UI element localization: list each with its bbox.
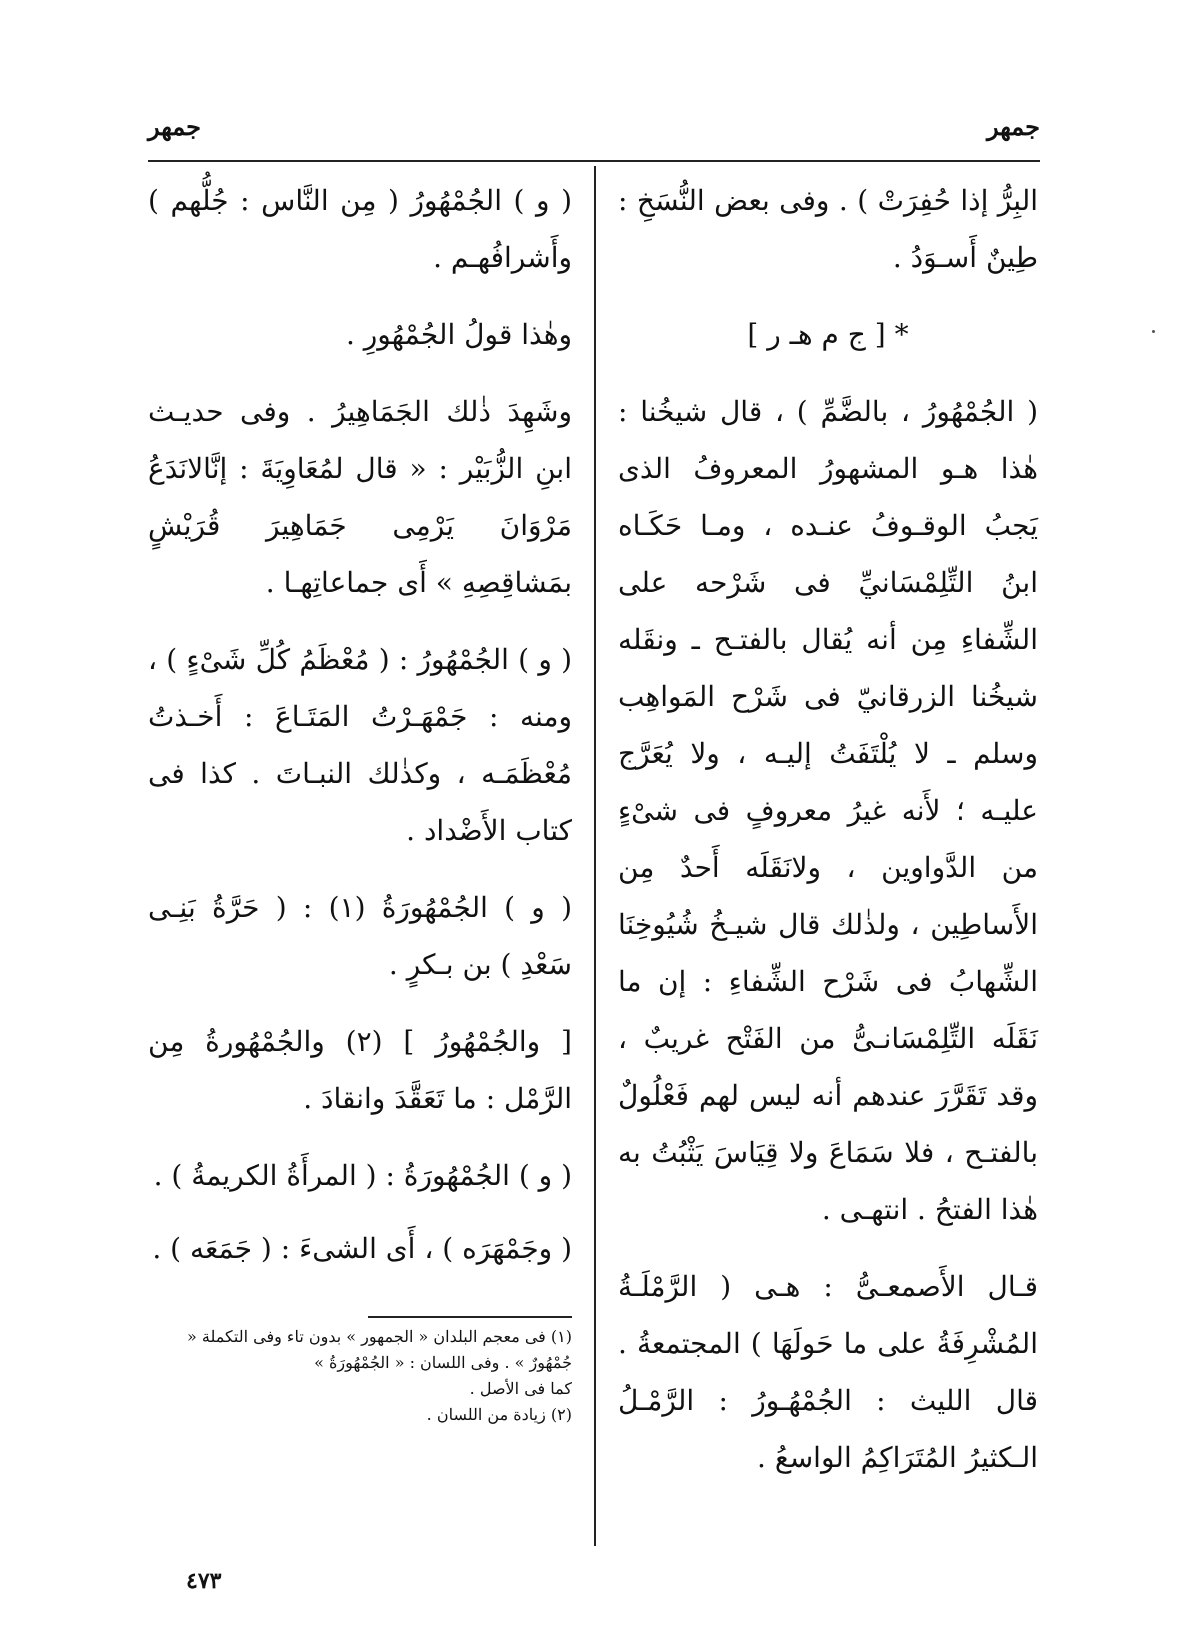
footnotes (148, 1324, 572, 1428)
entry-text: البِرُّ إذا حُفِرَتْ ) . وفى بعض النُّسَخِ : طِينٌ أَسـوَدُ . (618, 184, 1038, 274)
column-divider (594, 166, 596, 1546)
entry-text: ( الجُمْهُورُ ، بالضَّمِّ ) ، قال شيخُنا : هٰذا هـو المشهورُ المعروفُ الذى يَجبُ الوقـوفُ عنـده ، ومـا حَكَـاه ابنُ التِّلِمْسَانيِّ فى شَرْحه على الشِّفاءِ مِن أنه يُقال بالفتـح ـ ونقَله شيخُنا الزرقانيّ فى شَرْح المَواهِب وسلم ـ لا يُلْتَفَتُ إليـه ، ولا يُعَرَّج عليـه ؛ لأَنه غيرُ معروفٍ فى شىْءٍ من الدَّواوين ، ولانَقَلَه أَحدٌ مِن الأَساطِين ، ولذٰلك قال شيـخُ شُيُوخِنَا الشِّهابُ فى شَرْح الشِّفاءِ : إن ما نَقَلَه التِّلِمْسَانـىُّ من الفَتْح غريبٌ ، وقد تَقَرَّرَ عندهم أنه ليس لهم فَعْلُولٌ بالفتـح ، فلا سَمَاعَ ولا قِيَاسَ يَثْبُتُ به هٰذا الفتحُ . انتهـى . (618, 395, 1038, 1226)
entry-text: ( و ) الجُمْهُورَةُ (١) : ( حَرَّةُ بَنِـى سَعْدِ ) بن بـكرٍ . (148, 891, 573, 981)
right-column (618, 172, 1038, 1506)
entry-text: وهٰذا قولُ الجُمْهُورِ . (345, 318, 572, 351)
entry-heading: * [ ج م هـ ر ] (747, 318, 909, 351)
entry-text: ( و ) الجُمْهُورُ ( مِن النَّاس : جُلُّهم ) وأَشرافُهـم . (148, 184, 572, 274)
entry-text: ( و ) الجُمْهُورُ : ( مُعْظَمُ كُلِّ شَىْءٍ ) ، ومنه : جَمْهَـرْتُ المَتَـاعَ : أَخـذتُ مُعْظَمَـه ، وكذٰلك النبـاتَ . كذا فى كتاب الأَضْداد . (148, 643, 572, 847)
running-header-right: جمهر (986, 112, 1040, 141)
page-number: ٤٧٣ (186, 1568, 222, 1594)
footnote: (٢) زيادة من اللسان . (426, 1405, 572, 1424)
running-header-left: جمهر (148, 112, 202, 141)
entry-text: ( و ) الجُمْهُورَةُ : ( المرأَةُ الكريمةُ ) . (153, 1159, 572, 1192)
header-rule (148, 160, 1040, 162)
entry-text: وشَهِدَ ذٰلك الجَمَاهِيرُ . وفى حديـث ابنِ الزُّبَيْر : « قال لمُعَاوِيَةَ : إنَّالانَدَعُ مَرْوَانَ يَرْمِى جَمَاهِيرَ قُرَيْشٍ بمَشاقِصِهِ » أَى جماعاتِهـا . (148, 395, 572, 599)
entry-text: ( وجَمْهَرَه ) ، أَى الشىءَ : ( جَمَعَه ) . (152, 1232, 572, 1265)
footnote: كما فى الأصل . (469, 1379, 572, 1398)
footnote: (١) فى معجم البلدان « الجمهور » بدون تاء وفى التكملة « جُمْهُورٌ » . وفى اللسان : « الجُمْهُورَةُ » (187, 1327, 572, 1372)
entry-text: قـال الأَصمعـىُّ : هـى ( الرَّمْلَـةُ المُشْرِفَةُ على ما حَولَهَا ) المجتمعةُ . قال الليث : الجُمْهُـورُ : الرَّمْـلُ الـكثيرُ المُتَرَاكِمُ الواسعُ . (618, 1270, 1038, 1474)
footnote-rule (368, 1316, 572, 1318)
scan-speck (1152, 330, 1155, 333)
entry-text: [ والجُمْهُورُ ] (٢) والجُمْهُورةُ مِن الرَّمْل : ما تَعَقَّدَ وانقادَ . (148, 1025, 572, 1115)
left-column (148, 172, 572, 1293)
